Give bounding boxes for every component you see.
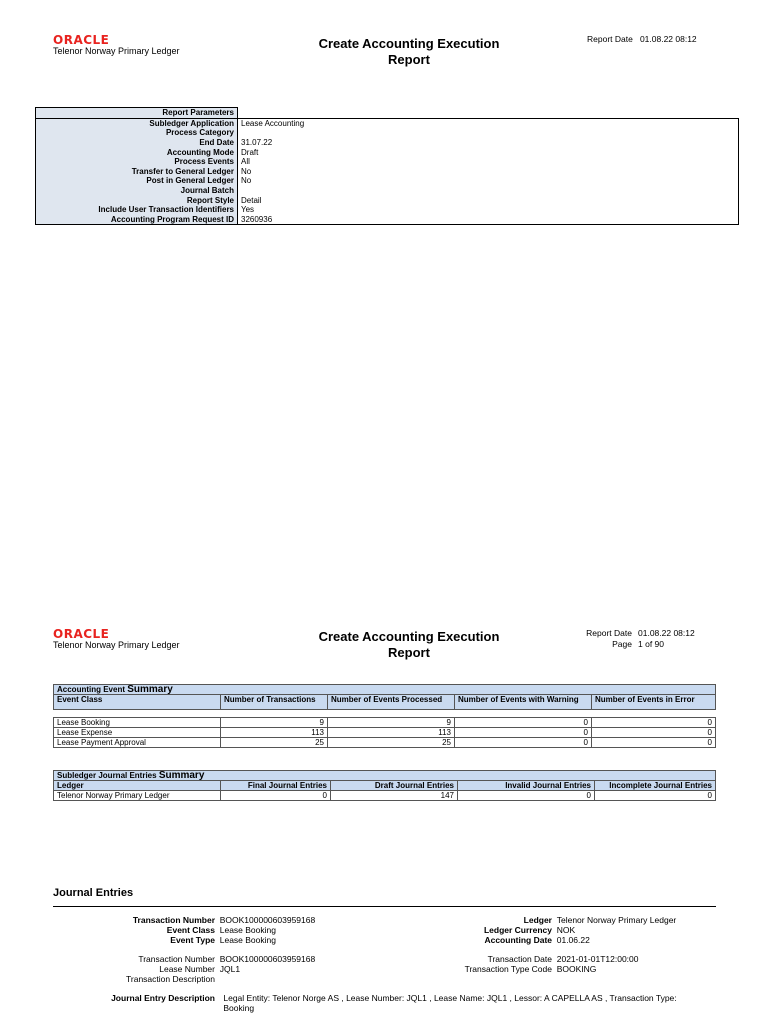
table-caption <box>54 771 716 781</box>
field-value: 2021-01-01T12:00:00 <box>556 954 639 964</box>
param-value: 31.07.22 <box>238 138 739 148</box>
divider <box>53 906 716 907</box>
field-label: Transaction Description <box>126 974 215 984</box>
title-line-2: Report <box>388 645 430 660</box>
table-row <box>54 728 716 738</box>
field-label: Ledger Currency <box>483 925 552 935</box>
report-date-value: 01.08.22 08:12 <box>639 34 697 44</box>
cell: 113 <box>221 728 328 738</box>
param-value: Yes <box>238 205 739 215</box>
column-header: Event Class <box>54 695 221 710</box>
caption-prefix: Subledger Journal Entries <box>57 771 157 780</box>
report-date-1 <box>587 34 697 45</box>
cell: 0 <box>592 728 716 738</box>
description-line-1: Legal Entity: Telenor Norge AS , Lease Number: JQL1 , Lease Name: JQL1 , Lessor: A CAPELLA AS , Transaction Type: <box>223 993 677 1003</box>
je-description <box>53 993 716 1013</box>
param-label: Accounting Program Request ID <box>36 215 238 225</box>
column-header: Draft Journal Entries <box>331 781 458 791</box>
cell: 9 <box>221 718 328 728</box>
page-value: 1 of 90 <box>638 639 664 649</box>
report-title-1 <box>279 36 539 68</box>
report-date-value: 01.08.22 08:12 <box>638 628 695 638</box>
ledger-name: Telenor Norway Primary Ledger <box>53 46 180 56</box>
je-left-bold <box>53 915 315 945</box>
field-value: 01.06.22 <box>556 935 590 945</box>
parameters-header: Report Parameters <box>36 108 238 119</box>
cell: 147 <box>331 791 458 801</box>
oracle-logo: ORACLE <box>53 33 110 47</box>
cell: 113 <box>328 728 455 738</box>
report-date-2 <box>580 628 695 650</box>
cell: 0 <box>592 718 716 728</box>
column-header: Number of Events with Warning <box>455 695 592 710</box>
field-value: Lease Booking <box>219 925 276 935</box>
description-line-2: Booking <box>223 1003 255 1013</box>
cell: Lease Expense <box>54 728 221 738</box>
caption-suffix: Summary <box>127 684 173 695</box>
ledger-name: Telenor Norway Primary Ledger <box>53 640 180 650</box>
param-value: Detail <box>238 195 739 205</box>
caption-suffix: Summary <box>158 770 205 781</box>
field-value: BOOK100000603959168 <box>219 954 316 964</box>
column-header: Ledger <box>54 781 221 791</box>
caption-prefix: Accounting Event <box>57 685 126 694</box>
param-label: End Date <box>36 138 238 148</box>
cell: 0 <box>592 738 716 748</box>
accounting-event-summary-table <box>53 684 716 748</box>
column-header: Number of Transactions <box>221 695 328 710</box>
field-label: Accounting Date <box>484 935 552 945</box>
param-label: Subledger Application <box>36 118 238 128</box>
param-value: No <box>238 167 739 177</box>
param-label: Journal Batch <box>36 186 238 196</box>
title-line-1: Create Accounting Execution <box>318 629 500 644</box>
je-left-plain <box>53 954 315 984</box>
table-row <box>54 791 716 801</box>
field-value: BOOK100000603959168 <box>219 915 316 925</box>
field-label: Event Class <box>166 925 215 935</box>
param-label: Transfer to General Ledger <box>36 167 238 177</box>
field-label: Journal Entry Description <box>111 993 215 1003</box>
param-label: Process Events <box>36 157 238 167</box>
table-row <box>54 738 716 748</box>
field-label: Transaction Date <box>487 954 552 964</box>
field-value: BOOKING <box>556 964 597 974</box>
journal-entries-summary-table <box>53 770 716 801</box>
title-line-1: Create Accounting Execution <box>318 36 500 51</box>
field-value: JQL1 <box>219 964 241 974</box>
cell: 25 <box>221 738 328 748</box>
page-label: Page <box>612 639 632 649</box>
param-value: 3260936 <box>238 215 739 225</box>
param-label: Process Category <box>36 128 238 138</box>
param-value: Draft <box>238 147 739 157</box>
param-value: Lease Accounting <box>238 118 739 128</box>
report-date-label: Report Date <box>586 628 632 638</box>
oracle-logo: ORACLE <box>53 627 110 641</box>
column-header: Number of Events in Error <box>592 695 716 710</box>
param-value <box>238 186 739 196</box>
param-label: Post in General Ledger <box>36 176 238 186</box>
page-header-1 <box>53 34 180 56</box>
param-label: Accounting Mode <box>36 147 238 157</box>
report-title-2 <box>279 629 539 661</box>
field-label: Transaction Type Code <box>464 964 552 974</box>
table-row <box>54 718 716 728</box>
journal-entries-title: Journal Entries <box>53 887 134 899</box>
field-label: Transaction Number <box>132 915 215 925</box>
report-parameters-table <box>35 107 739 225</box>
cell: 0 <box>455 738 592 748</box>
column-header: Final Journal Entries <box>221 781 331 791</box>
column-header: Incomplete Journal Entries <box>595 781 716 791</box>
cell: Lease Payment Approval <box>54 738 221 748</box>
cell: Telenor Norway Primary Ledger <box>54 791 221 801</box>
cell: 0 <box>458 791 595 801</box>
cell: 0 <box>455 718 592 728</box>
column-header: Number of Events Processed <box>328 695 455 710</box>
param-label: Report Style <box>36 195 238 205</box>
cell: 9 <box>328 718 455 728</box>
field-label: Ledger <box>523 915 552 925</box>
field-value: Telenor Norway Primary Ledger <box>556 915 677 925</box>
cell: 0 <box>455 728 592 738</box>
cell: Lease Booking <box>54 718 221 728</box>
param-value: All <box>238 157 739 167</box>
param-label: Include User Transaction Identifiers <box>36 205 238 215</box>
field-value <box>223 993 703 1013</box>
table-caption <box>54 685 716 695</box>
cell: 25 <box>328 738 455 748</box>
cell: 0 <box>221 791 331 801</box>
title-line-2: Report <box>388 52 430 67</box>
je-right-plain <box>420 954 639 974</box>
je-right-bold <box>420 915 676 945</box>
cell: 0 <box>595 791 716 801</box>
param-value: No <box>238 176 739 186</box>
report-date-label: Report Date <box>587 34 633 44</box>
field-label: Event Type <box>170 935 215 945</box>
column-header: Invalid Journal Entries <box>458 781 595 791</box>
field-label: Transaction Number <box>138 954 215 964</box>
page-header-2 <box>53 628 180 650</box>
field-value: NOK <box>556 925 576 935</box>
field-value: Lease Booking <box>219 935 276 945</box>
field-label: Lease Number <box>159 964 215 974</box>
param-value <box>238 128 739 138</box>
